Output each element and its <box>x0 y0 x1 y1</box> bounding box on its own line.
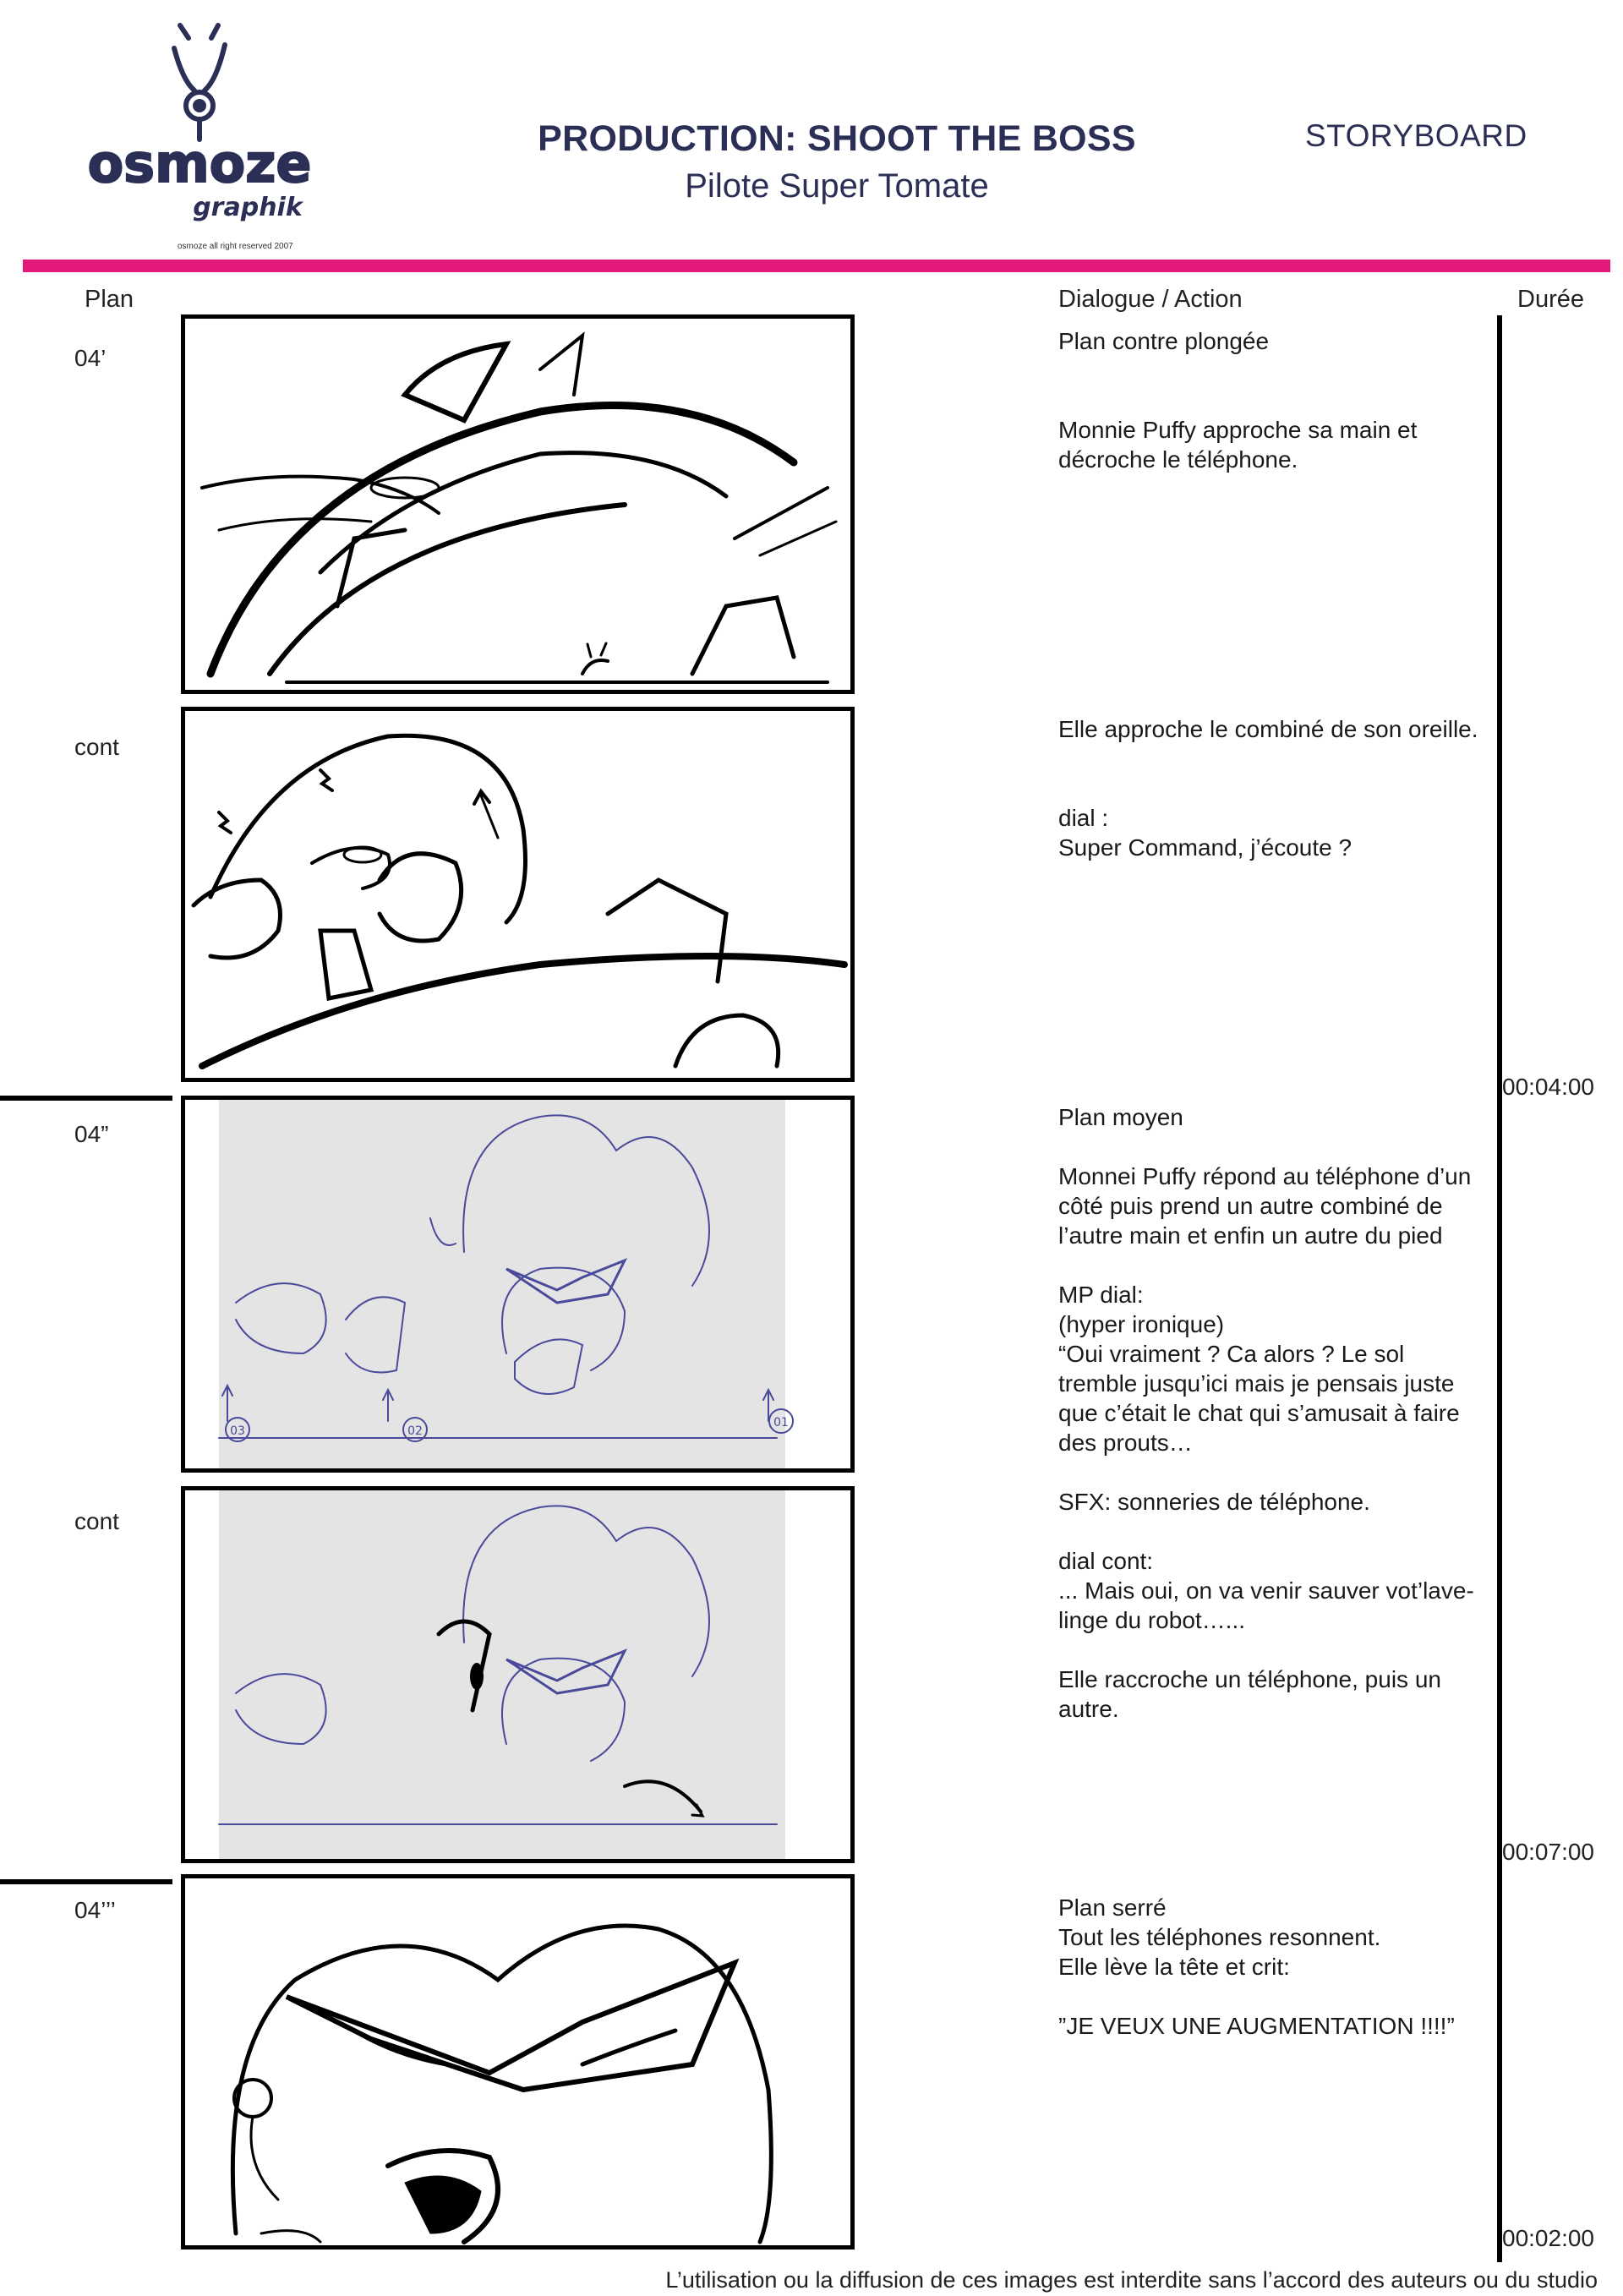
storyboard-panel-3 <box>181 1096 855 1473</box>
plan-label: cont <box>74 1508 119 1534</box>
storyboard-panel-1 <box>181 314 855 694</box>
logo-wordmark-bottom: graphik <box>193 193 303 222</box>
footer-notice: L’utilisation ou la diffusion de ces images est interdite sans l’accord des auteurs ou du studio <box>665 2267 1598 2293</box>
plan-label: 04” <box>74 1121 109 1147</box>
dialogue-action-text: Plan moyen Monnei Puffy répond au téléphone d’un côté puis prend un autre combiné de l’autre main et enfin un autre du pied MP dial: (hyper ironique) “Oui vraiment ? Ca alors ? Le sol tremble jusqu’ici mais je pensais juste que c’était le chat qui s’amusait à faire des prouts… SFX: sonneries de téléphone. dial cont: ... Mais oui, on va venir sauver vot’lave- linge du robot…... Elle raccroche un téléphone, puis un autre. <box>1058 1104 1474 1722</box>
production-subtitle: Pilote Super Tomate <box>685 167 989 205</box>
phone-order-mark: 01 <box>773 1416 789 1430</box>
logo-copyright: osmoze all right reserved 2007 <box>178 242 293 251</box>
dialogue-action-text: Plan serré Tout les téléphones resonnent. Elle lève la tête et crit: ”JE VEUX UNE AUGMENTATION !!!!” <box>1058 1894 1455 2039</box>
storyboard-panel-2 <box>181 707 855 1082</box>
panel-sketch-cockpit <box>185 319 850 690</box>
header-divider <box>23 260 1610 272</box>
logo-mascot-icon <box>174 25 225 139</box>
production-title: PRODUCTION: SHOOT THE BOSS <box>538 118 1136 159</box>
panel-sketch-multi-phone <box>185 1100 850 1468</box>
shot-separator <box>0 1096 172 1101</box>
column-header-plan: Plan <box>85 286 134 313</box>
storyboard-panel-5 <box>181 1874 855 2250</box>
panel-sketch-ear-phone <box>185 711 850 1078</box>
plan-label: 04’ <box>74 345 107 371</box>
shot-duration: 00:04:00 <box>1502 1074 1594 1100</box>
plan-label: cont <box>74 734 119 760</box>
phone-order-mark: 03 <box>230 1424 245 1438</box>
plan-label: 04’’’ <box>74 1897 116 1923</box>
panel-sketch-scream-closeup <box>185 1878 850 2245</box>
logo-wordmark-top: osmoze <box>87 133 312 194</box>
shot-duration: 00:07:00 <box>1502 1839 1594 1865</box>
shot-duration: 00:02:00 <box>1502 2225 1594 2251</box>
dialogue-action-text: Plan contre plongée Monnie Puffy approche sa main et décroche le téléphone. <box>1058 328 1418 473</box>
document-type: STORYBOARD <box>1305 118 1527 153</box>
shot-separator <box>0 1879 172 1884</box>
column-header-dialogue: Dialogue / Action <box>1058 286 1243 313</box>
column-header-duree: Durée <box>1517 286 1584 313</box>
phone-order-mark: 02 <box>407 1424 423 1438</box>
storyboard-panel-4 <box>181 1486 855 1863</box>
dialogue-action-text: Elle approche le combiné de son oreille. dial : Super Command, j’écoute ? <box>1058 716 1478 861</box>
panel-sketch-hang-up <box>185 1490 850 1859</box>
osmoze-logo <box>74 13 328 258</box>
